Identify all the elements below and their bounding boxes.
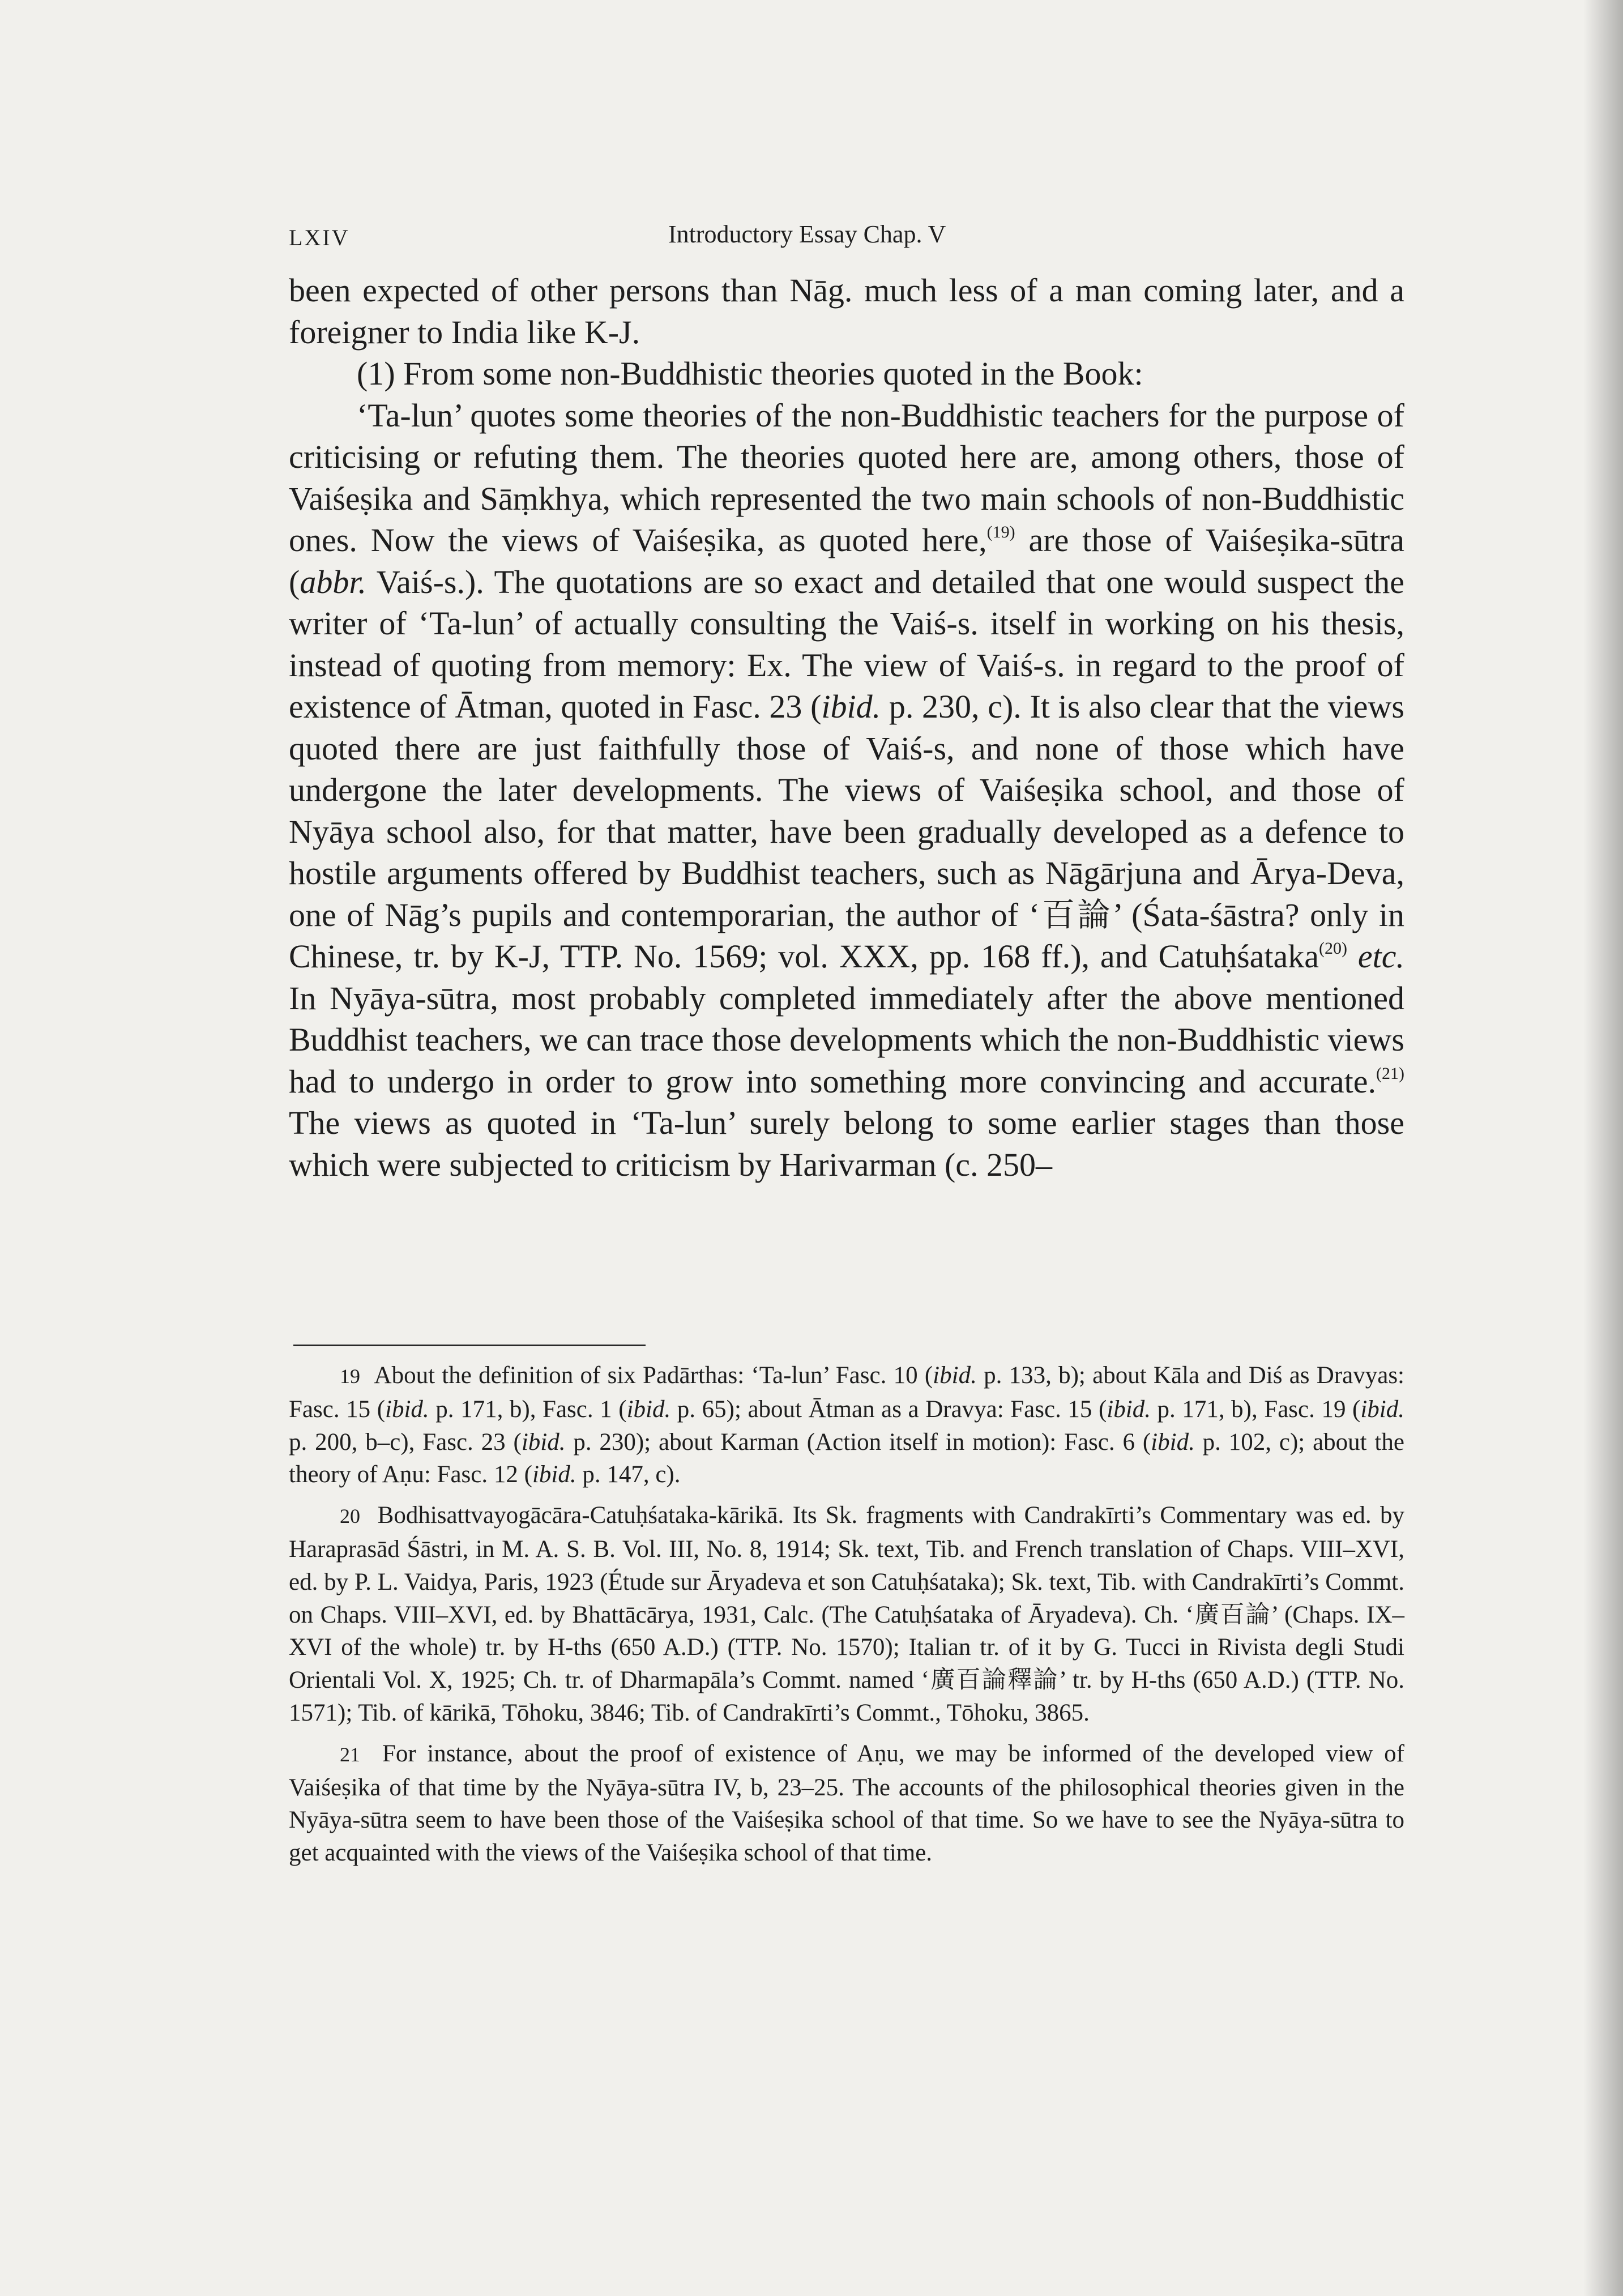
text-run: p. 147, c). [576,1461,681,1488]
italic-ibid: ibid. [385,1395,429,1423]
page-number: LXIV [289,225,350,250]
section-heading-1: (1) From some non-Buddhistic theories quoted in the Book: [357,355,1143,392]
main-text [289,270,1404,1185]
text-run: ‘Ta-lun’ quotes some theories of the non-Buddhistic teachers for the purpose of criticising or refuting them. The theories quoted here are, among others, those of Vaiśeṣika and Sāṃkhya, which represented the two main schools of non-Buddhistic ones. Now the views of Vaiśeṣika, as quoted here, [289,396,1404,558]
text-run: p. 230, c). It is also clear that the views quoted there are just faithfully those of Vaiś-s, and none of those which have undergone the later developments. The views of Vaiśeṣika school, and those of Nyāya school also, for that matter, have been gradually developed as a defence to hostile arguments offered by Buddhist teachers, such as Nāgārjuna and Ārya-Deva, one of Nāg’s pupils and contemporarian, the author of ‘百論’ (Śata-śāstra? only in Chinese, tr. by K-J, TTP. No. 1569; vol. XXX, pp. 168 ff.), and Catuḥśataka [289,688,1405,975]
italic-ibid: ibid. [1107,1395,1151,1423]
text-run: p. 65); about Ātman as a Dravya: Fasc. 15 ( [670,1395,1107,1423]
footnote-19 [289,1359,1404,1491]
text-run: p. 200, b–c), Fasc. 23 ( [289,1428,522,1456]
text-run: Vaiś-s.). The quotations are so exact and detailed that one would suspect the writer of ‘Ta-lun’ of actually consulting the Vaiś-s. itself in working on his thesis, instead of quoting from memory: Ex. The view of Vaiś-s. in regard to the proof of existence of Ātman, quoted in Fasc. 23 ( [289,563,1404,725]
running-title: Introductory Essay Chap. V [668,220,946,248]
footnotes [289,1359,1404,1870]
scan-edge-shadow [1583,0,1623,2296]
footnote-number: 20 [340,1505,360,1528]
footnote-21 [289,1738,1404,1870]
text-run: p. 171, b), Fasc. 19 ( [1150,1395,1361,1423]
italic-ibid: ibid. [1151,1428,1195,1456]
text-run: p. 102, c); about the theory of Aṇu: Fasc. 12 ( [289,1428,1405,1488]
footnote-ref-20[interactable]: (20) [1319,939,1347,958]
footnote-number: 19 [340,1365,360,1388]
footnote-text: Bodhisattvayogācāra-Catuḥśataka-kārikā. Its Sk. fragments with Candrakīrti’s Commentary was ed. by Haraprasād Śāstri, in M. A. S. B. Vol. III, No. 8, 1914; Sk. text, Tib. and French translation of Chaps. VIII–XVI, ed. by P. L. Vaidya, Paris, 1923 (Étude sur Āryadeva et son Catuḥśataka); Sk. text, Tib. with Candrakīrti’s Commt. on Chaps. VIII–XVI, ed. by Bhattācārya, 1931, Calc. (The Catuḥśataka of Āryadeva). Ch. ‘廣百論’ (Chaps. IX–XVI of the whole) tr. by H-ths (650 A.D.) (TTP. No. 1570); Italian tr. of it by G. Tucci in Rivista degli Studi Orientali Vol. X, 1925; Ch. tr. of Dharmapāla’s Commt. named ‘廣百論釋論’ tr. by H-ths (650 A.D.) (TTP. No. 1571); Tib. of kārikā, Tōhoku, 3846; Tib. of Candrakīrti’s Commt., Tōhoku, 3865. [289,1502,1405,1726]
text-run: are those of Vaiśeṣika-sūtra ( [289,522,1404,600]
paragraph-2 [289,395,1404,1186]
italic-ibid: ibid. [532,1461,576,1488]
text-run: p. 133, b); about Kāla and Diś as Dravyas: Fasc. 15 ( [289,1362,1405,1423]
italic-ibid: ibid. [933,1362,977,1389]
footnote-number: 21 [340,1743,360,1766]
running-header [289,220,1331,259]
italic-ibid: ibid. [521,1428,566,1456]
footnote-ref-19[interactable]: (19) [986,523,1015,541]
text-run: The views as quoted in ‘Ta-lun’ surely belong to some earlier stages than those which were subjected to criticism by Harivarman (c. 250– [289,1104,1404,1183]
text-run: About the definition of six Padārthas: ‘Ta-lun’ Fasc. 10 ( [374,1362,933,1389]
text-run: p. 171, b), Fasc. 1 ( [429,1395,627,1423]
italic-ibid: ibid. [1360,1395,1404,1423]
footnote-20 [289,1499,1404,1730]
text-run: In Nyāya-sūtra, most probably completed immediately after the above mentioned Buddhist teachers, we can trace those developments which the non-Buddhistic views had to undergo in order to grow into something more convincing and accurate. [289,979,1404,1100]
italic-abbr: abbr. [300,563,366,600]
paragraph-1: been expected of other persons than Nāg. much less of a man coming later, and a foreigner to India like K-J. [289,272,1404,351]
italic-ibid: ibid. [821,688,881,725]
footnote-text: For instance, about the proof of existence of Aṇu, we may be informed of the developed view of Vaiśeṣika of that time by the Nyāya-sūtra IV, b, 23–25. The accounts of the philosophical theories given in the Nyāya-sūtra seem to have been those of the Vaiśeṣika school of that time. So we have to see the Nyāya-sūtra to get acquainted with the views of the Vaiśeṣika school of that time. [289,1740,1405,1867]
footnote-divider [293,1345,646,1346]
italic-ibid: ibid. [626,1395,671,1423]
footnote-ref-21[interactable]: (21) [1376,1064,1404,1083]
italic-etc: etc. [1357,938,1404,975]
text-run: p. 230); about Karman (Action itself in motion): Fasc. 6 ( [565,1428,1151,1456]
